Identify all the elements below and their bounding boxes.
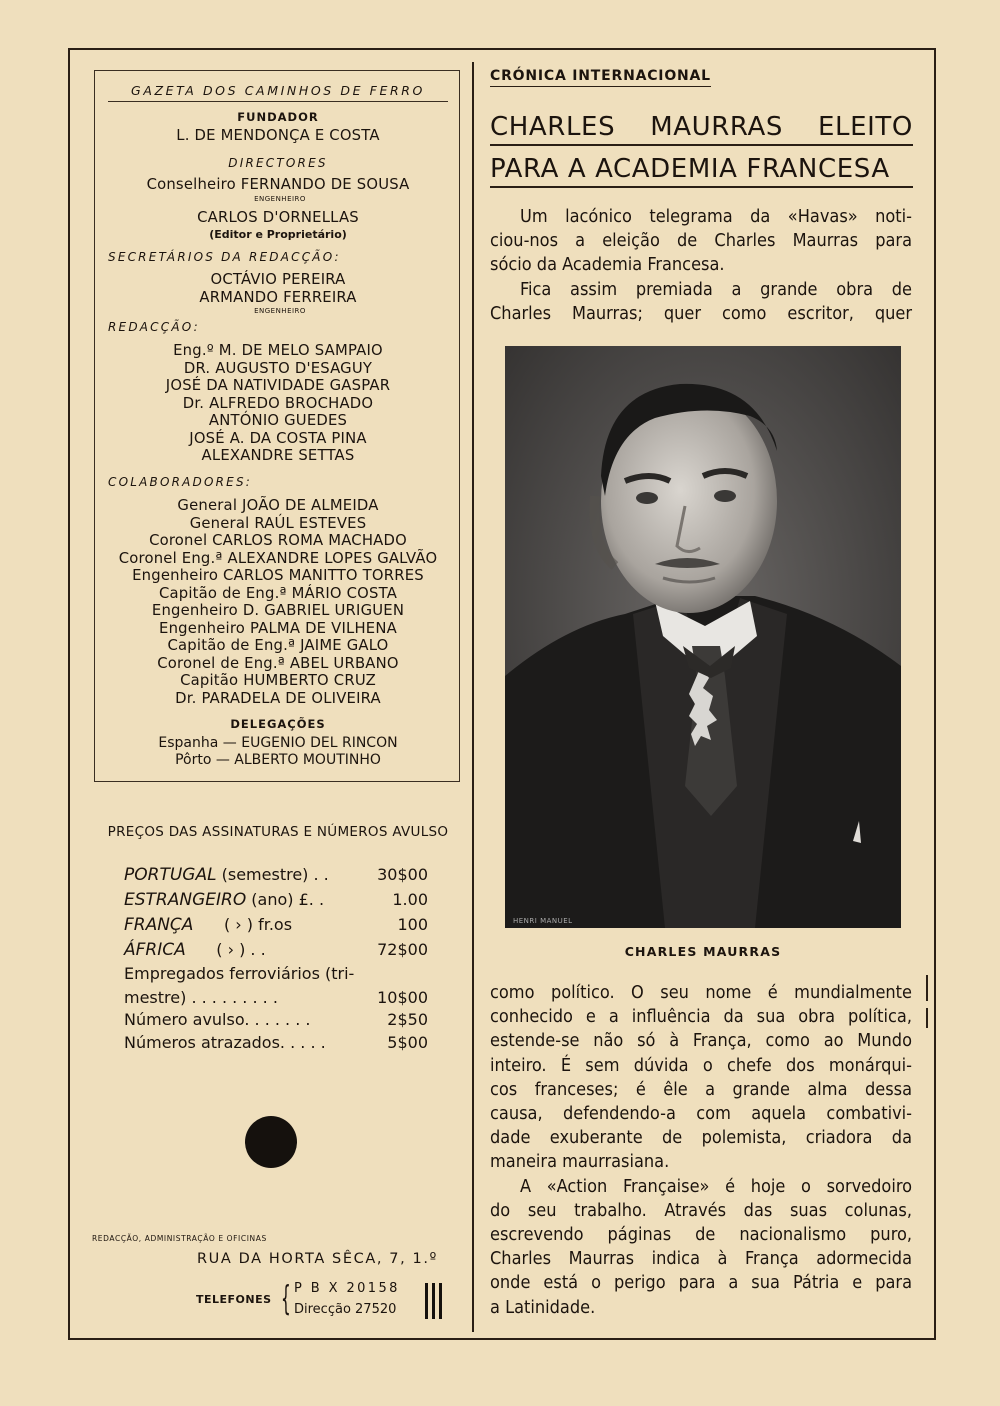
directors-label: DIRECTORES	[228, 156, 328, 170]
portrait-photo	[505, 346, 901, 928]
rule-bars-icon	[425, 1283, 443, 1319]
text-line: a Latinidade.	[490, 1296, 596, 1318]
contributor: Coronel de Eng.ª ABEL URBANO	[157, 654, 399, 672]
editorial-member: ANTÓNIO GUEDES	[208, 412, 348, 429]
text-line: conhecido e a influência da sua obra política,	[490, 1006, 912, 1028]
price-row-back	[124, 1033, 430, 1057]
text-line: cos franceses; é êle a grande alma dessa	[490, 1078, 912, 1100]
headline-word: MAURRAS	[650, 112, 784, 142]
margin-mark	[926, 1008, 928, 1028]
contributor: Capitão HUMBERTO CRUZ	[180, 672, 376, 689]
secretary-1: OCTÁVIO PEREIRA	[210, 271, 346, 288]
text-line: sócio da Academia Francesa.	[490, 254, 725, 276]
secretary-2-note: ENGENHEIRO	[254, 307, 306, 315]
text-line: A «Action Française» é hoje o sorvedoiro	[520, 1175, 912, 1197]
editorial-label: REDACÇÃO:	[108, 320, 200, 334]
price-value: 100	[397, 915, 428, 934]
editorial-member: DR. AUGUSTO D'ESAGUY	[183, 359, 373, 377]
delegation-spain: Espanha — EUGENIO DEL RINCON	[158, 735, 398, 751]
contributor: Coronel CARLOS ROMA MACHADO	[149, 532, 407, 549]
publication-title: GAZETA DOS CAMINHOS DE FERRO	[108, 83, 448, 102]
price-row	[124, 940, 430, 964]
price-value: 30$00	[377, 865, 428, 884]
article-body	[490, 981, 912, 1320]
section-heading: CRÓNICA INTERNACIONAL	[490, 68, 711, 87]
text-line: estende-se não só à França, como ao Mundo	[490, 1030, 912, 1052]
price-detail: (ano) £. .	[246, 890, 325, 909]
text-line: ciou-nos a eleição de Charles Maurras para	[490, 230, 912, 252]
text-line: Um lacónico telegrama da «Havas» noti-	[520, 206, 912, 227]
contributor: General JOÃO DE ALMEIDA	[177, 497, 379, 514]
editorial-member: ALEXANDRE SETTAS	[201, 447, 355, 464]
text-line: maneira maurrasiana.	[490, 1151, 670, 1173]
price-region: FRANÇA	[124, 915, 194, 935]
delegation-porto: Pôrto — ALBERTO MOUTINHO	[175, 752, 381, 768]
margin-mark	[926, 975, 928, 1001]
secretaries-label: SECRETÁRIOS DA REDACÇÃO:	[108, 250, 341, 264]
headline-line-2: PARA A ACADEMIA FRANCESA	[490, 152, 913, 188]
contributor: Engenheiro PALMA DE VILHENA	[159, 619, 397, 637]
contributor: Engenheiro D. GABRIEL URIGUEN	[151, 602, 405, 619]
editorial-member: Dr. ALFREDO BROCHADO	[182, 394, 374, 412]
text-line: Charles Maurras; quer como escritor, quer	[490, 302, 912, 324]
text-line: dade exuberante de polemista, criadora da	[490, 1127, 912, 1149]
contributor: Capitão de Eng.ª MÁRIO COSTA	[158, 584, 398, 602]
address: RUA DA HORTA SÊCA, 7, 1.º	[197, 1251, 438, 1267]
price-region: ÁFRICA	[124, 940, 186, 960]
price-row-single	[124, 1010, 430, 1034]
price-detail: ( › ) . .	[185, 940, 266, 959]
secretary-2: ARMANDO FERREIRA	[199, 289, 357, 306]
price-row	[124, 915, 430, 939]
director-2-note: (Editor e Proprietário)	[209, 228, 347, 241]
contributor: General RAÚL ESTEVES	[189, 514, 367, 532]
text-line: escrevendo páginas de nacionalismo puro,	[490, 1224, 912, 1246]
contributor: Coronel Eng.ª ALEXANDRE LOPES GALVÃO	[118, 549, 438, 567]
director-1-note: ENGENHEIRO	[254, 195, 306, 203]
back-issues-label: Números atrazados. . . . .	[124, 1033, 326, 1052]
text-line: inteiro. É sem dúvida o chefe dos monárqui-	[490, 1054, 912, 1076]
editorial-member: JOSÉ DA NATIVIDADE GASPAR	[165, 377, 391, 394]
phones-label: TELEFONES	[196, 1293, 272, 1306]
price-value: 1.00	[392, 890, 428, 909]
text-line: Charles Maurras indica à França adormecida	[490, 1248, 912, 1270]
price-detail: ( › ) fr.os	[193, 915, 293, 934]
founder-name: L. DE MENDONÇA E COSTA	[176, 127, 380, 144]
contributor: Capitão de Eng.ª JAIME GALO	[167, 637, 389, 654]
editorial-member: JOSÉ A. DA COSTA PINA	[189, 429, 367, 447]
portrait-image	[505, 346, 901, 928]
ink-dot	[245, 1116, 297, 1168]
phone-pbx: P B X 20158	[294, 1281, 400, 1296]
headline-word: CHARLES	[490, 112, 616, 142]
headline-line-1	[490, 110, 913, 146]
address-label: REDACÇÃO, ADMINISTRAÇÃO E OFICINAS	[92, 1234, 267, 1243]
founder-label: FUNDADOR	[237, 110, 319, 124]
director-1: Conselheiro FERNANDO DE SOUSA	[146, 176, 410, 193]
back-issues-value: 5$00	[387, 1033, 428, 1052]
headline-word: ELEITO	[818, 112, 913, 142]
editorial-member: Eng.º M. DE MELO SAMPAIO	[173, 342, 383, 359]
text-line: do seu trabalho. Através das suas colunas,	[490, 1199, 912, 1221]
brace-icon: {	[281, 1279, 291, 1319]
single-issue-value: 2$50	[387, 1010, 428, 1029]
director-2: CARLOS D'ORNELLAS	[197, 209, 359, 226]
price-row	[124, 890, 430, 914]
text-line: como político. O seu nome é mundialmente	[490, 982, 912, 1003]
employees-value: 10$00	[377, 988, 428, 1007]
prices-title: PREÇOS DAS ASSINATURAS E NÚMEROS AVULSO	[107, 824, 449, 840]
price-value: 72$00	[377, 940, 428, 959]
contributor: Dr. PARADELA DE OLIVEIRA	[175, 689, 381, 707]
article-intro	[490, 205, 912, 326]
employees-label-2: mestre) . . . . . . . . .	[124, 988, 278, 1007]
text-line: causa, defendendo-a com aquela combativi-	[490, 1103, 912, 1125]
text-line: Fica assim premiada a grande obra de	[520, 278, 912, 300]
price-region: PORTUGAL	[124, 865, 217, 885]
delegations-label: DELEGAÇÕES	[230, 717, 326, 731]
price-row	[124, 865, 430, 889]
contributors-label: COLABORADORES:	[108, 475, 253, 489]
photo-credit: HENRI MANUEL	[513, 917, 573, 925]
text-line: onde está o perigo para a sua Pátria e para	[490, 1272, 912, 1294]
price-row-employees	[124, 962, 430, 1010]
price-detail: (semestre) . .	[216, 865, 329, 884]
contributor: Engenheiro CARLOS MANITTO TORRES	[132, 567, 424, 584]
photo-caption: CHARLES MAURRAS	[624, 944, 782, 959]
single-issue-label: Número avulso. . . . . . .	[124, 1010, 311, 1029]
price-region: ESTRANGEIRO	[124, 890, 247, 910]
phone-direction: Direcção 27520	[294, 1302, 397, 1317]
employees-label-1: Empregados ferroviários (tri-	[124, 964, 355, 983]
column-divider	[472, 62, 474, 1332]
